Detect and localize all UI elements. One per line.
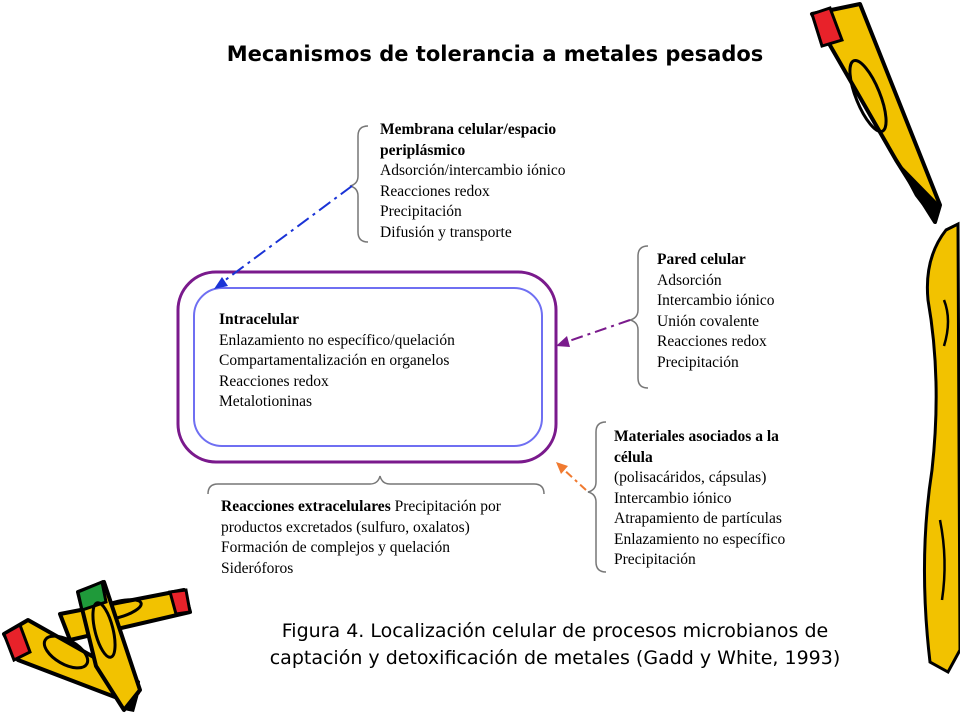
cell-wall-item: Reacciones redox (657, 333, 767, 350)
extracellular-item: productos excretados (sulfuro, oxalatos) (221, 518, 470, 536)
figure-caption (170, 618, 940, 672)
pencil-bottom-left-icon (4, 582, 190, 712)
intracellular-item: Reacciones redox (219, 372, 329, 390)
membrane-block (380, 120, 566, 243)
cell-wall-block (657, 250, 775, 373)
cell-wall-item: Adsorción (657, 271, 722, 289)
cell-wall-item: Precipitación (657, 353, 739, 371)
caption-line2: captación y detoxificación de metales (Gadd y White, 1993) (269, 647, 841, 669)
cell-wall-heading: Pared celular (657, 251, 746, 268)
cell-materials-heading-line2: célula (614, 448, 653, 466)
cell-materials-item: (polisacáridos, cápsulas) (614, 469, 767, 486)
membrane-item: Difusión y transporte (380, 223, 512, 241)
cell-wall-item: Unión covalente (657, 312, 760, 330)
cell-wall-arrow-head (556, 336, 570, 347)
intracellular-item: Metalotioninas (219, 393, 312, 410)
cell-materials-item: Enlazamiento no específico (614, 530, 786, 548)
intracellular-item: Enlazamiento no específico/quelación (219, 331, 455, 349)
extracellular-line1 (221, 497, 501, 518)
extracellular-heading: Reacciones extracelulares (221, 498, 391, 515)
intracellular-heading: Intracelular (219, 311, 300, 328)
membrane-item: Precipitación (380, 203, 462, 220)
membrane-brace (350, 126, 368, 242)
cell-wall-item: Intercambio iónico (657, 292, 775, 309)
membrane-heading-line1: Membrana celular/espacio (380, 121, 557, 138)
extracellular-line1-rest: Precipitación por (390, 498, 501, 515)
page-title: Mecanismos de tolerancia a metales pesados (226, 42, 764, 66)
cell-materials-item: Atrapamiento de partículas (614, 510, 782, 527)
cell-materials-item: Intercambio iónico (614, 489, 732, 507)
extracellular-brace (208, 476, 544, 494)
extracellular-item: Formación de complejos y quelación (221, 539, 450, 556)
cell-wall-arrow-line (566, 320, 630, 342)
extracellular-block (221, 497, 501, 579)
cell-wall-brace (630, 246, 648, 388)
membrane-heading-line2: periplásmico (380, 141, 466, 159)
caption-line1: Figura 4. Localización celular de procesos microbianos de (281, 620, 829, 642)
extracellular-item: Sideróforos (221, 559, 294, 577)
intracellular-item: Compartamentalización en organelos (219, 352, 450, 369)
pencil-right-edge-icon (924, 224, 960, 672)
cell-materials-heading-line1: Materiales asociados a la (614, 428, 779, 445)
cell-materials-item: Precipitación (614, 551, 696, 568)
pencil-top-right-icon (812, 4, 940, 222)
cell-materials-arrow-line (562, 468, 586, 490)
membrane-item: Reacciones redox (380, 182, 490, 200)
membrane-arrow-line (220, 186, 352, 284)
membrane-item: Adsorción/intercambio iónico (380, 162, 566, 179)
cell-materials-brace (588, 422, 606, 572)
intracellular-block (219, 310, 455, 413)
cell-materials-block (614, 427, 785, 571)
